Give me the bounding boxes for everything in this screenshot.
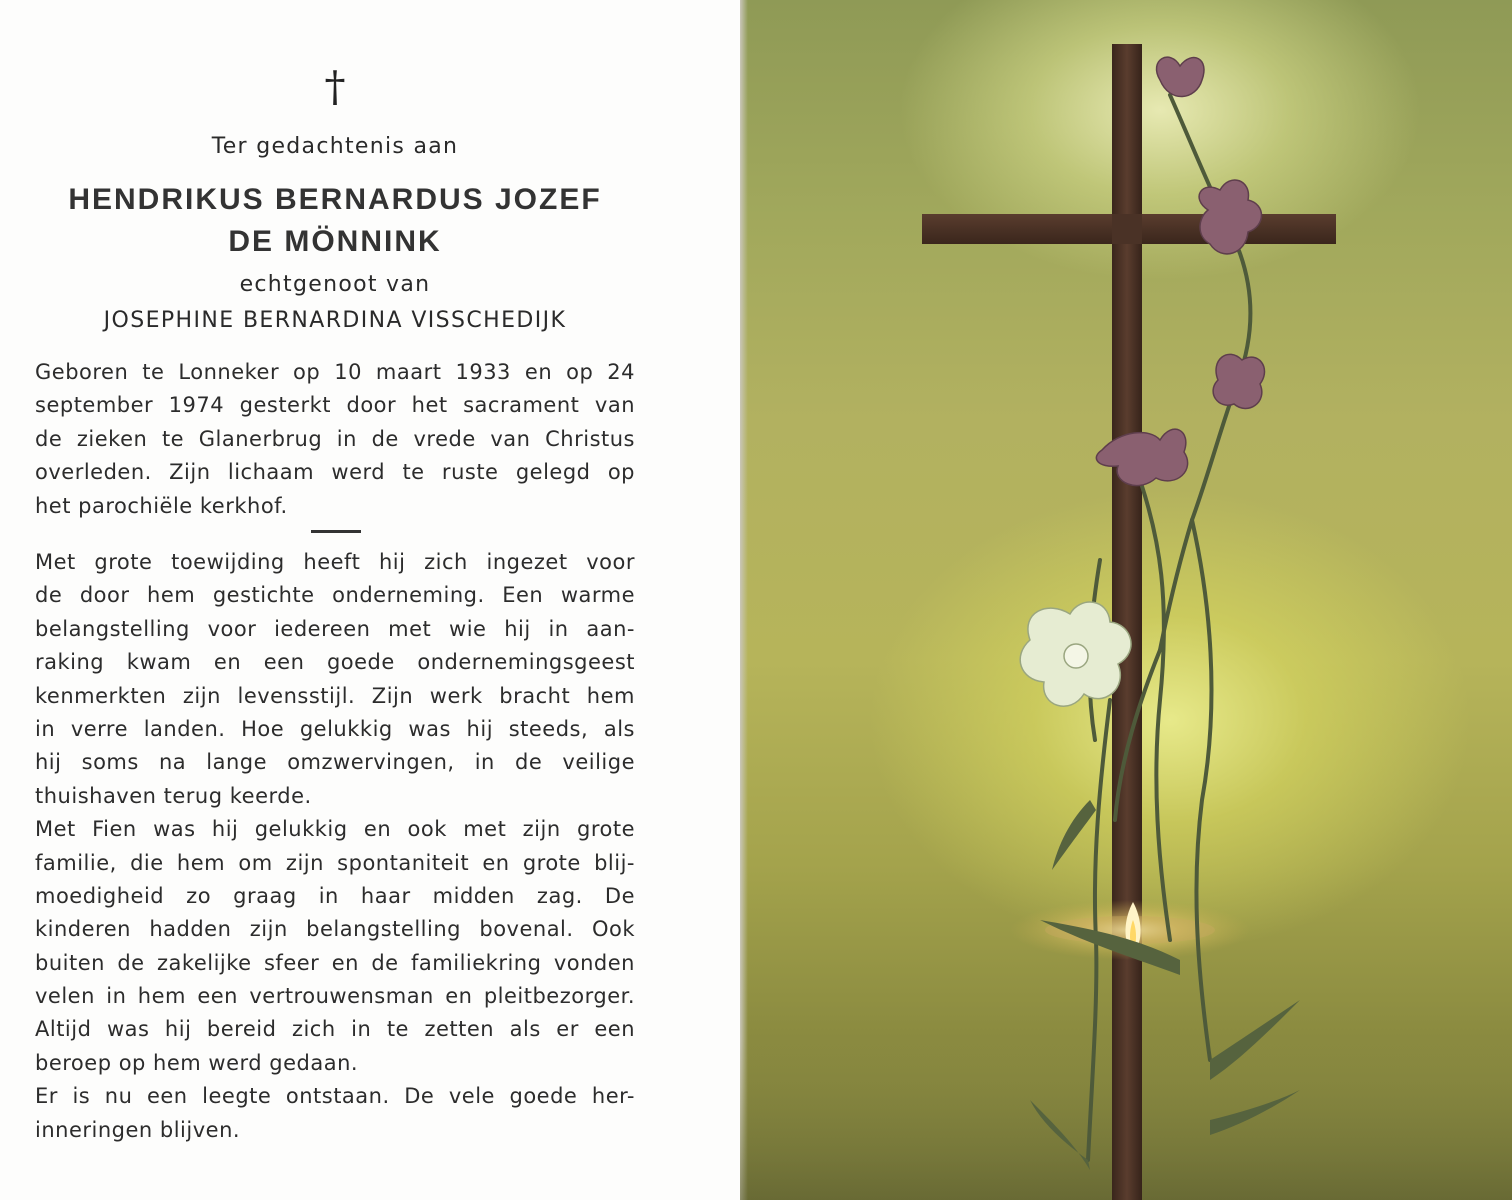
- text-line: Met Fien was hij gelukkig en ook met zijn grote: [35, 817, 635, 842]
- text-line: belangstelling voor iedereen met wie hij in aan-: [35, 616, 635, 641]
- intro-text: Ter gedachtenis aan: [211, 134, 459, 159]
- text-line: raking kwam en een goede ondernemingsgeest: [35, 650, 635, 675]
- text-line: in verre landen. Hoe gelukkig was hij steeds, als: [35, 716, 635, 741]
- text-line: thuishaven terug keerde.: [35, 783, 312, 808]
- wooden-cross: [922, 44, 1336, 1200]
- text-line: de zieken te Glanerbrug in de vrede van Christus: [35, 426, 635, 451]
- text-line: kenmerkten zijn levensstijl. Zijn werk bracht hem: [35, 683, 635, 708]
- cross-symbol: †: [324, 62, 346, 111]
- birth-death-paragraph: [35, 356, 635, 523]
- spouse-name: JOSEPHINE BERNARDINA VISSCHEDIJK: [103, 308, 567, 333]
- text-line: kinderen hadden zijn belangstelling bovenal. Ook: [35, 917, 635, 942]
- text-line: Altijd was hij bereid zich in te zetten als er een: [35, 1017, 635, 1042]
- text-line: moedigheid zo graag in haar midden zag. De: [35, 883, 635, 908]
- cross-candle-illustration: [740, 0, 1512, 1200]
- tribute-paragraph: [35, 546, 635, 1147]
- divider-rule: [311, 530, 361, 533]
- text-line: Geboren te Lonneker op 10 maart 1933 en op 24: [35, 360, 635, 384]
- text-line: velen in hem een vertrouwensman en pleitbezorger.: [35, 984, 635, 1009]
- text-line: hij soms na lange omzwervingen, in de veilige: [35, 750, 635, 775]
- deceased-name-line-1: HENDRIKUS BERNARDUS JOZEF: [68, 183, 602, 216]
- deceased-name-line-2: DE MÖNNINK: [228, 225, 442, 258]
- text-line: Met grote toewijding heeft hij zich ingezet voor: [35, 550, 635, 574]
- text-line: familie, die hem om zijn spontaniteit en grote blij-: [35, 850, 635, 875]
- text-line: overleden. Zijn lichaam werd te ruste gelegd op: [35, 460, 635, 485]
- text-line: buiten de zakelijke sfeer en de familiekring vonden: [35, 950, 635, 975]
- text-line: beroep op hem werd gedaan.: [35, 1050, 359, 1075]
- text-line: inneringen blijven.: [35, 1117, 241, 1142]
- text-line: Er is nu een leegte ontstaan. De vele goede her-: [35, 1084, 635, 1109]
- text-line: september 1974 gesterkt door het sacrament van: [35, 393, 635, 418]
- text-line: het parochiële kerkhof.: [35, 493, 288, 518]
- text-page: [0, 0, 740, 1200]
- devotional-image: [740, 0, 1512, 1200]
- text-line: de door hem gestichte onderneming. Een warme: [35, 583, 635, 608]
- spouse-label: echtgenoot van: [239, 272, 431, 297]
